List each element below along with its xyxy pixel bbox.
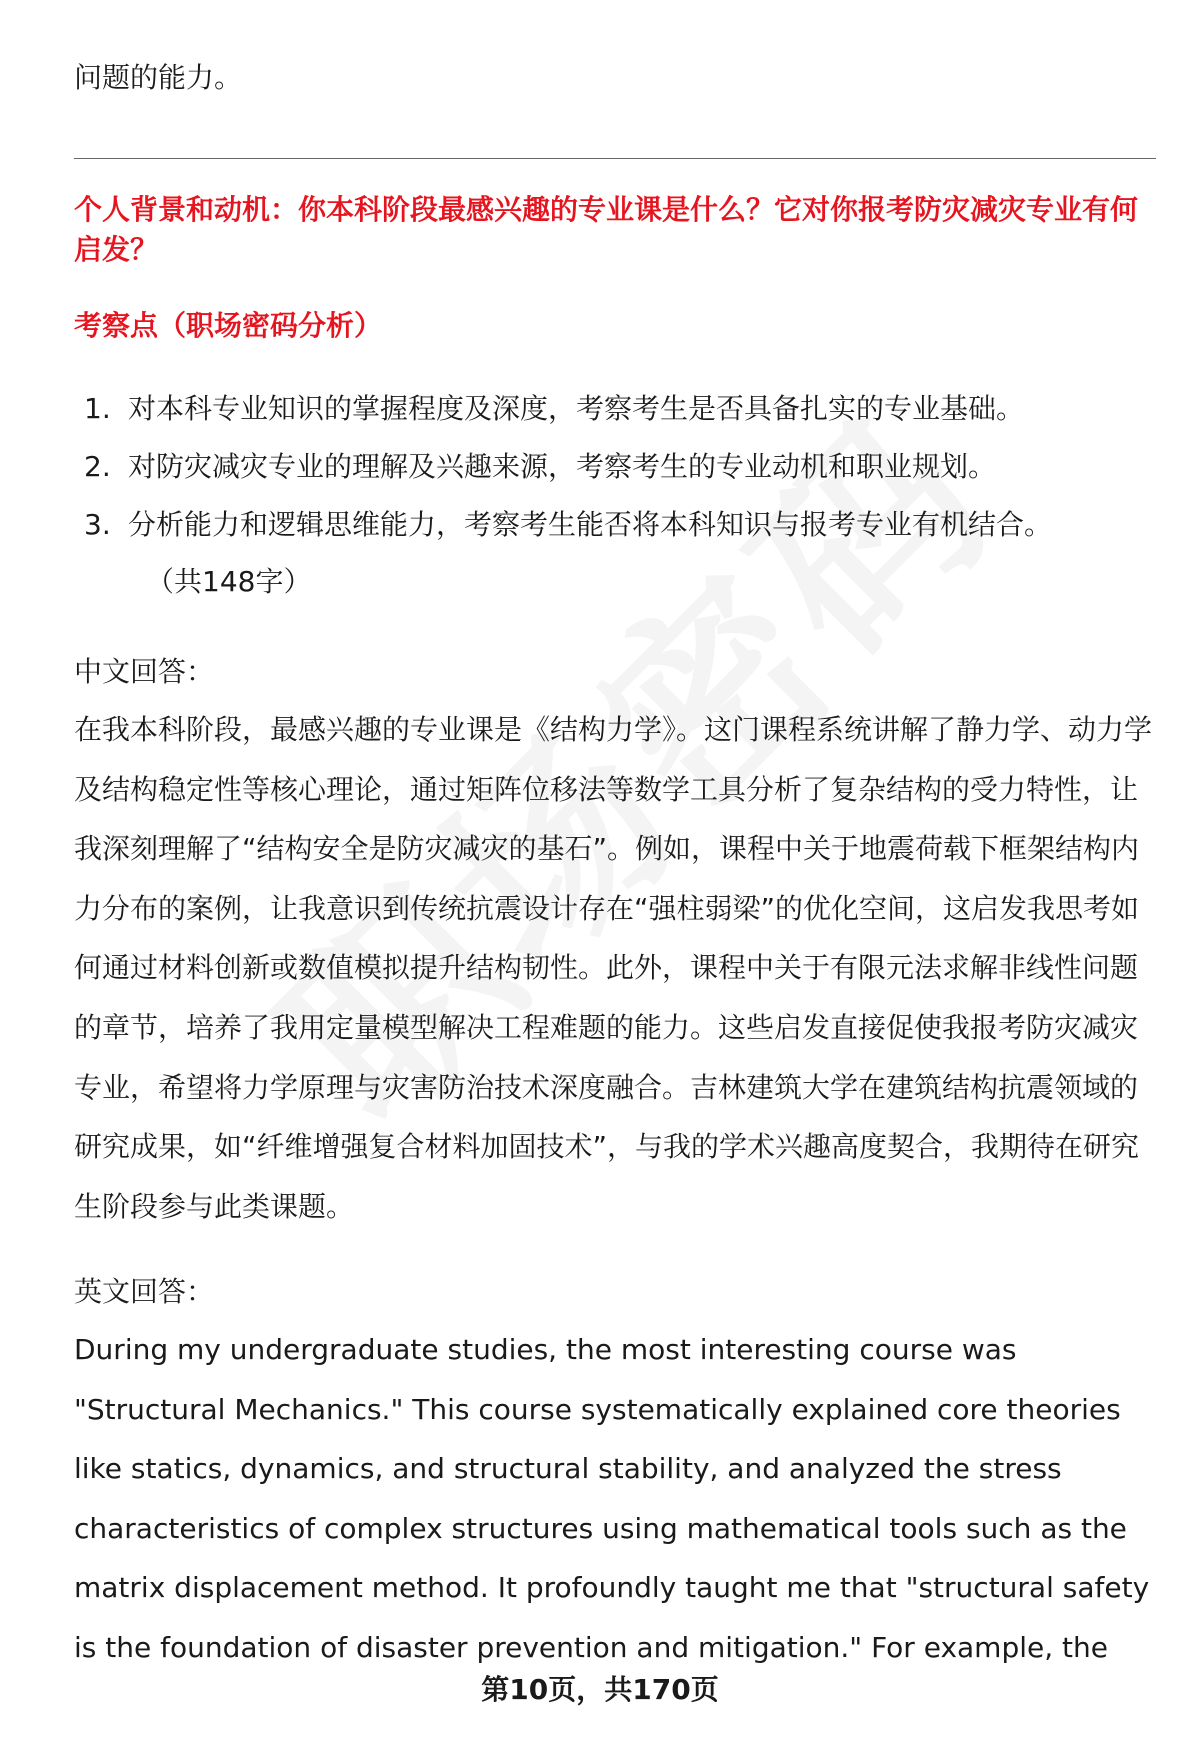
question-heading: 个人背景和动机：你本科阶段最感兴趣的专业课是什么？它对你报考防灾减灾专业有何启发？	[74, 193, 1139, 266]
exam-points-list	[84, 380, 1174, 554]
list-item	[84, 380, 1174, 438]
list-item	[84, 496, 1174, 554]
list-item-number: 1.	[84, 392, 111, 425]
list-item-number: 2.	[84, 450, 111, 483]
list-item-text: 分析能力和逻辑思维能力，考察考生能否将本科知识与报考专业有机结合。	[128, 508, 1053, 541]
english-answer-label: 英文回答：	[74, 1275, 215, 1308]
list-item	[84, 438, 1174, 496]
list-item-number: 3.	[84, 508, 111, 541]
word-count-note: （共148字）	[146, 565, 312, 598]
list-item-text: 对本科专业知识的掌握程度及深度，考察考生是否具备扎实的专业基础。	[128, 392, 1025, 425]
list-item-text: 对防灾减灾专业的理解及兴趣来源，考察考生的专业动机和职业规划。	[128, 450, 997, 483]
chinese-answer-text: 在我本科阶段，最感兴趣的专业课是《结构力学》。这门课程系统讲解了静力学、动力学及结构稳定性等核心理论，通过矩阵位移法等数学工具分析了复杂结构的受力特性，让我深刻理解了“结构安全是防灾减灾的基石”。例如，课程中关于地震荷载下框架结构内力分布的案例，让我意识到传统抗震设计存在“强柱弱梁”的优化空间，这启发我思考如何通过材料创新或数值模拟提升结构韧性。此外，课程中关于有限元法求解非线性问题的章节，培养了我用定量模型解决工程难题的能力。这些启发直接促使我报考防灾减灾专业，希望将力学原理与灾害防治技术深度融合。吉林建筑大学在建筑结构抗震领域的研究成果，如“纤维增强复合材料加固技术”，与我的学术兴趣高度契合，我期待在研究生阶段参与此类课题。	[74, 713, 1153, 1223]
lead-text: 问题的能力。	[74, 61, 243, 94]
page-number: 第10页，共170页	[481, 1673, 719, 1706]
exam-points-title: 考察点（职场密码分析）	[74, 309, 383, 342]
english-answer-text: During my undergraduate studies, the most interesting course was "Structural Mechanics." This course systematically explained core theories like statics, dynamics, and structural stability, and analyzed the stress characteristics of complex structures using mathematical tools such as the matrix displacement method. It profoundly taught me that "structural safety is the foundation of disaster prevention and mitigation." For example, the	[74, 1333, 1150, 1664]
chinese-answer-label: 中文回答：	[74, 655, 215, 688]
divider	[74, 158, 1156, 159]
